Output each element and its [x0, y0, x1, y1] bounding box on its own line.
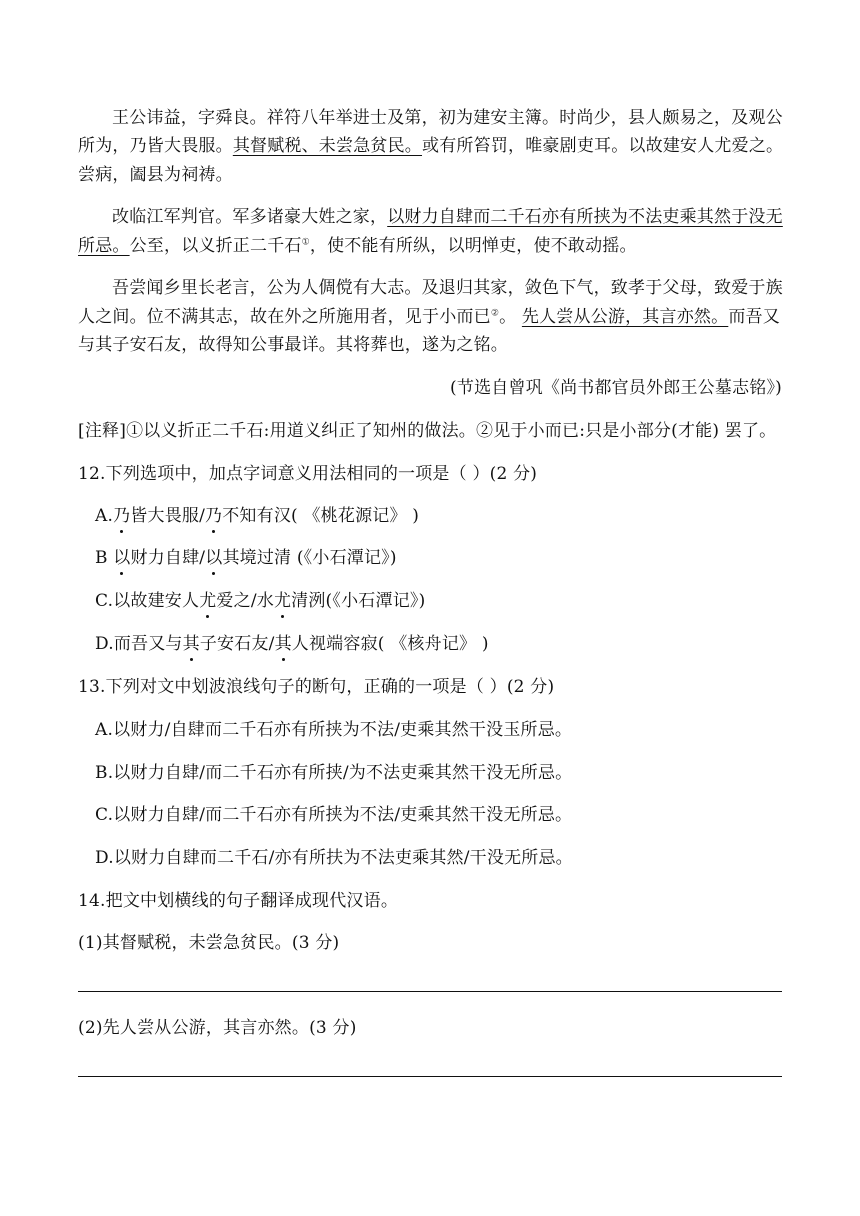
passage-text: 而吾又 — [728, 307, 780, 327]
option-text: B — [95, 548, 114, 568]
option-text: 财力自肆/ — [130, 548, 206, 568]
option-text: A. — [95, 506, 114, 526]
passage-text: 或有所笞罚，唯豪剧吏耳。以故建安人尤爱之。 — [422, 136, 784, 156]
underlined-sentence-2: 先人尝从公游，其言亦然。 — [521, 307, 729, 327]
q13-option-a: A.以财力/自肆而二千石亦有所挟为不法/吏乘其然干没玉所忌。 — [95, 720, 573, 740]
passage-text: 所为，乃皆大畏服。 — [78, 136, 233, 156]
underlined-sentence-1: 其督赋税、未尝急贫民。 — [232, 136, 423, 156]
option-text: 清洌(《小石潭记》) — [291, 591, 426, 611]
q13-option-d: D.以财力自肆而二千石/亦有所扶为不法吏乘其然/干没无所忌。 — [95, 848, 573, 868]
dotted-char: 以 — [205, 548, 223, 568]
q12-stem: 12.下列选项中，加点字词意义用法相同的一项是（ ）(2 分) — [78, 464, 538, 484]
option-text: D.而吾又与 — [95, 634, 183, 654]
passage-p3-line2 — [78, 305, 780, 329]
dotted-char: 其 — [182, 634, 200, 654]
q12-option-d — [95, 632, 489, 656]
q13-stem: 13.下列对文中划波浪线句子的断句，正确的一项是（ ）(2 分) — [78, 677, 555, 697]
q14-sub2: (2)先人尝从公游，其言亦然。(3 分) — [78, 1018, 357, 1038]
option-text: 不知有汉( 《桃花源记》 ) — [222, 506, 420, 526]
passage-text: 。 — [499, 307, 522, 327]
footnote-marker-2: ② — [490, 308, 500, 319]
passage-p2-line2 — [78, 234, 637, 258]
dotted-char: 尤 — [199, 591, 217, 611]
option-text: 其境过清 (《小石潭记》) — [222, 548, 397, 568]
wavy-underlined-sentence-end: 所忌。 — [78, 236, 130, 256]
passage-p1-line3: 尝病，阖县为祠祷。 — [78, 165, 233, 185]
footnote-marker-1: ① — [301, 237, 310, 248]
passage-text: ，使不能有所纵，以明惮吏，使不敢动摇。 — [309, 236, 637, 256]
answer-line-1[interactable] — [78, 991, 782, 992]
q12-option-b — [95, 546, 397, 570]
answer-line-2[interactable] — [78, 1076, 782, 1077]
dotted-char: 以 — [113, 548, 131, 568]
option-text: 子安石友/ — [199, 634, 275, 654]
option-text: C.以故建安人 — [95, 591, 200, 611]
q13-option-b: B.以财力自肆/而二千石亦有所挟/为不法吏乘其然干没无所忌。 — [95, 763, 573, 783]
passage-p2-line1 — [112, 205, 783, 229]
dotted-char: 乃 — [113, 506, 131, 526]
passage-p3-line1: 吾尝闻乡里长老言，公为人倜傥有大志。及退归其家，敛色下气，致孝于父母，致爱于族 — [112, 278, 783, 298]
passage-source: (节选自曾巩《尚书都官员外郎王公墓志铭》) — [450, 378, 782, 398]
q12-option-c — [95, 589, 425, 613]
dotted-char: 乃 — [205, 506, 223, 526]
passage-text: 公至，以义折正二千石 — [129, 236, 302, 256]
option-text: 皆大畏服/ — [130, 506, 206, 526]
option-text: 爱之/水 — [216, 591, 274, 611]
wavy-underlined-sentence: 以财力自肆而二千石亦有所挟为不法吏乘其然于没无 — [387, 207, 783, 227]
passage-p1-line1: 王公讳益，字舜良。祥符八年举进士及第，初为建安主簿。时尚少，县人颇易之，及观公 — [112, 108, 783, 128]
passage-text: 改临江军判官。军多诸豪大姓之家， — [112, 207, 388, 227]
dotted-char: 尤 — [273, 591, 292, 611]
q13-option-c: C.以财力自肆/而二千石亦有所挟为不法/吏乘其然干没无所忌。 — [95, 805, 573, 825]
q14-stem: 14.把文中划横线的句子翻译成现代汉语。 — [78, 891, 399, 911]
option-text: 人视端容寂( 《核舟记》 ) — [291, 634, 489, 654]
passage-p1-line2 — [78, 134, 783, 158]
annotation-notes: [注释]①以义折正二千石:用道义纠正了知州的做法。②见于小而已:只是小部分(才能) 罢了。 — [78, 421, 777, 441]
q12-option-a — [95, 504, 419, 528]
passage-text: 人之间。位不满其志，故在外之所施用者，见于小而已 — [78, 307, 491, 327]
q14-sub1: (1)其督赋税，未尝急贫民。(3 分) — [78, 933, 340, 953]
passage-p3-line3: 与其子安石友，故得知公事最详。其将葬也，遂为之铭。 — [78, 335, 508, 355]
dotted-char: 其 — [274, 634, 292, 654]
